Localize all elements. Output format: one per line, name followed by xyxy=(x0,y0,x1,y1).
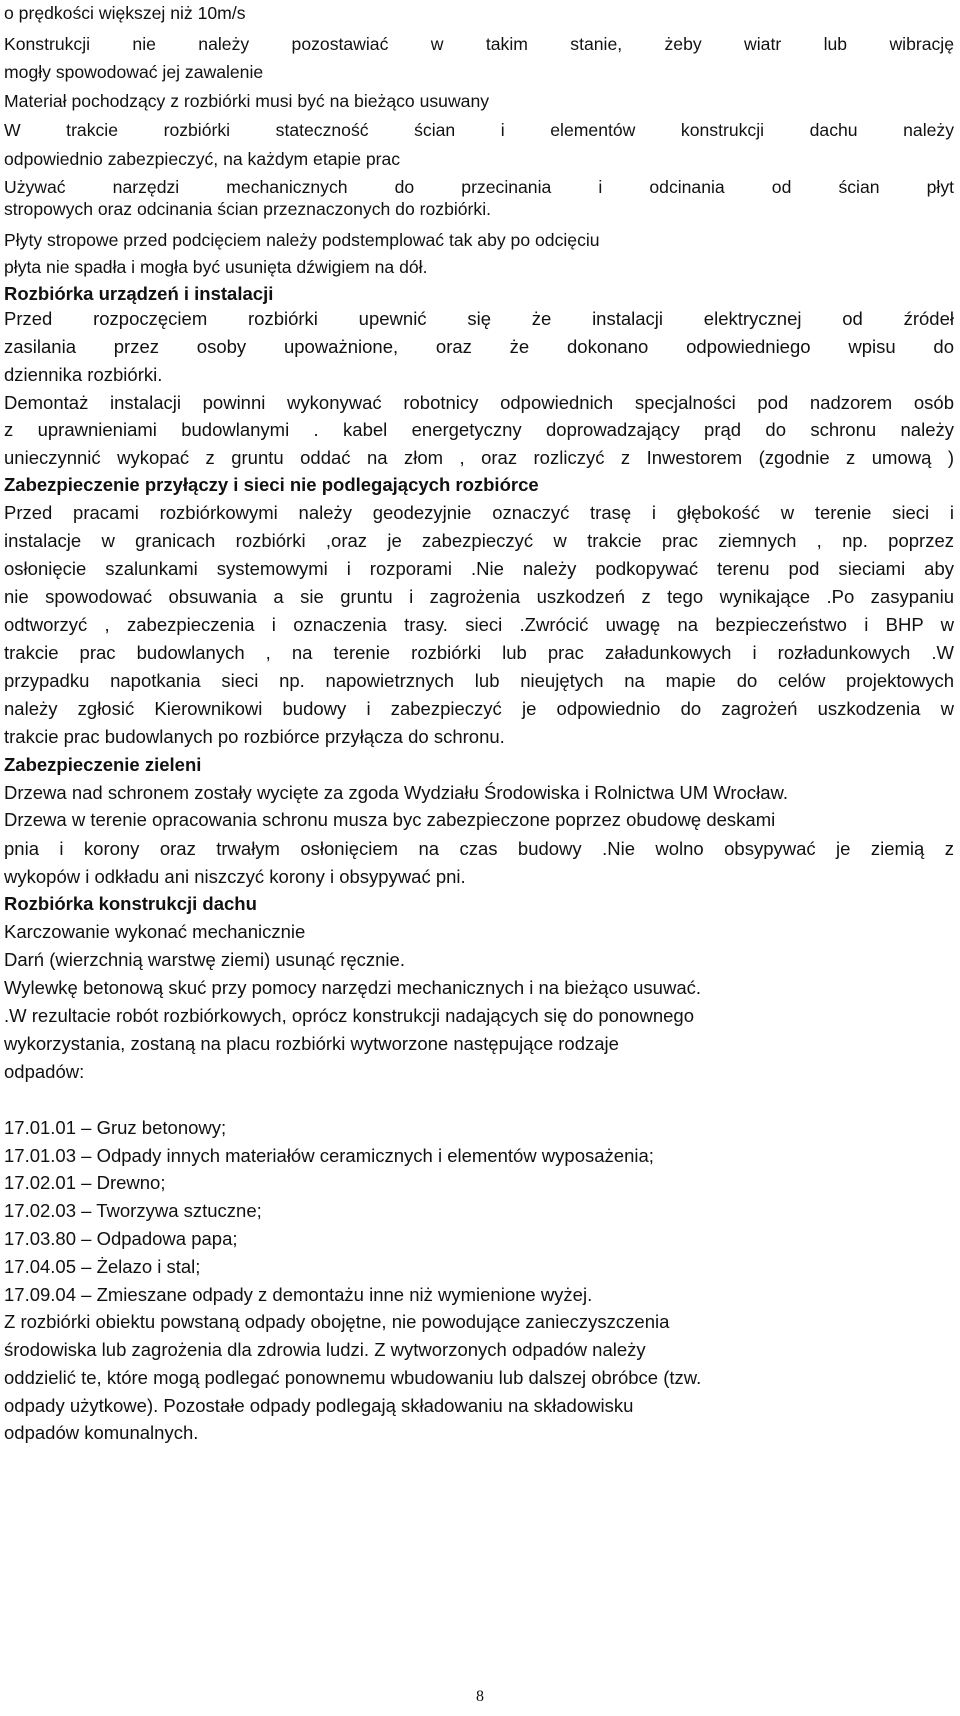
text-line: wykopów i odkładu ani niszczyć korony i obsypywać pni. xyxy=(4,866,466,887)
text-line: mogły spowodować jej zawalenie xyxy=(4,62,264,82)
text-line: przypadku napotkania sieci np. napowietrznych lub nieujętych na mapie do celów projektowych xyxy=(4,670,954,691)
text-line: należy zgłosić Kierownikowi budowy i zabezpieczyć je odpowiednio do zagrożeń uszkodzenia w xyxy=(4,698,954,719)
text-line: Z rozbiórki obiektu powstaną odpady obojętne, nie powodujące zanieczyszczenia xyxy=(4,1311,670,1332)
text-line: odpowiednio zabezpieczyć, na każdym etapie prac xyxy=(4,149,401,169)
text-line: odpadów: xyxy=(4,1061,85,1082)
text-line: nie spowodować obsuwania a sie gruntu i zagrożenia uszkodzeń z tego wynikające .Po zasypaniu xyxy=(4,586,954,607)
text-line: z uprawnieniami budowlanymi . kabel energetyczny doprowadzający prąd do schronu należy xyxy=(4,419,954,440)
text-line: Darń (wierzchnią warstwę ziemi) usunąć ręcznie. xyxy=(4,949,405,970)
text-line: pnia i korony oraz trwałym osłonięciem na czas budowy .Nie wolno obsypywać je ziemią z xyxy=(4,838,954,859)
text-line: 17.02.01 – Drewno; xyxy=(4,1172,166,1193)
text-line: W trakcie rozbiórki stateczność ścian i elementów konstrukcji dachu należy xyxy=(4,120,954,140)
text-line: Drzewa nad schronem zostały wycięte za zgoda Wydziału Środowiska i Rolnictwa UM Wrocław. xyxy=(4,782,788,803)
text-line: Wylewkę betonową skuć przy pomocy narzędzi mechanicznych i na bieżąco usuwać. xyxy=(4,977,701,998)
section-heading: Rozbiórka urządzeń i instalacji xyxy=(4,283,274,304)
text-line: Materiał pochodzący z rozbiórki musi być na bieżąco usuwany xyxy=(4,91,490,111)
text-line: dziennika rozbiórki. xyxy=(4,364,163,385)
text-line: 17.09.04 – Zmieszane odpady z demontażu inne niż wymienione wyżej. xyxy=(4,1284,593,1305)
text-line: wykorzystania, zostaną na placu rozbiórki wytworzone następujące rodzaje xyxy=(4,1033,619,1054)
text-line: Przed pracami rozbiórkowymi należy geodezyjnie oznaczyć trasę i głębokość w terenie sieci i xyxy=(4,502,954,523)
text-line: o prędkości większej niż 10m/s xyxy=(4,3,246,23)
text-line: unieczynnić wykopać z gruntu oddać na złom , oraz rozliczyć z Inwestorem (zgodnie z umową ) xyxy=(4,447,954,468)
text-line: 17.04.05 – Żelazo i stal; xyxy=(4,1256,201,1277)
text-line: odpadów komunalnych. xyxy=(4,1422,199,1443)
text-line: odtworzyć , zabezpieczenia i oznaczenia trasy. sieci .Zwrócić uwagę na bezpieczeństwo i BHP w xyxy=(4,614,954,635)
text-line: Przed rozpoczęciem rozbiórki upewnić się że instalacji elektrycznej od źródeł xyxy=(4,308,954,329)
page-number: 8 xyxy=(476,1688,484,1705)
text-line: Drzewa w terenie opracowania schronu musza byc zabezpieczone poprzez obudowę deskami xyxy=(4,809,776,830)
text-line: Płyty stropowe przed podcięciem należy podstemplować tak aby po odcięciu xyxy=(4,230,600,250)
section-heading: Zabezpieczenie zieleni xyxy=(4,754,202,775)
text-line: 17.02.03 – Tworzywa sztuczne; xyxy=(4,1200,262,1221)
text-line: 17.01.03 – Odpady innych materiałów ceramicznych i elementów wyposażenia; xyxy=(4,1145,654,1166)
text-line: 17.01.01 – Gruz betonowy; xyxy=(4,1117,227,1138)
section-heading: Zabezpieczenie przyłączy i sieci nie podlegających rozbiórce xyxy=(4,474,539,495)
text-line: osłonięcie szalunkami systemowymi i rozporami .Nie należy podkopywać terenu pod sieciami aby xyxy=(4,558,954,579)
text-line: stropowych oraz odcinania ścian przeznaczonych do rozbiórki. xyxy=(4,199,492,219)
text-line: oddzielić te, które mogą podlegać ponownemu wbudowaniu lub dalszej obróbce (tzw. xyxy=(4,1367,702,1388)
text-line: trakcie prac budowlanych , na terenie rozbiórki lub prac załadunkowych i rozładunkowych .W xyxy=(4,642,954,663)
text-line: Demontaż instalacji powinni wykonywać robotnicy odpowiednich specjalności pod nadzorem osób xyxy=(4,392,954,413)
text-line: odpady użytkowe). Pozostałe odpady podlegają składowaniu na składowisku xyxy=(4,1395,634,1416)
text-line: Karczowanie wykonać mechanicznie xyxy=(4,921,306,942)
section-heading: Rozbiórka konstrukcji dachu xyxy=(4,893,257,914)
text-line: .W rezultacie robót rozbiórkowych, oprócz konstrukcji nadających się do ponownego xyxy=(4,1005,694,1026)
text-line: trakcie prac budowlanych po rozbiórce przyłącza do schronu. xyxy=(4,726,505,747)
text-line: Konstrukcji nie należy pozostawiać w takim stanie, żeby wiatr lub wibrację xyxy=(4,34,954,54)
text-line: zasilania przez osoby upoważnione, oraz że dokonano odpowiedniego wpisu do xyxy=(4,336,954,357)
text-line: płyta nie spadła i mogła być usunięta dźwigiem na dół. xyxy=(4,257,428,277)
text-line: środowiska lub zagrożenia dla zdrowia ludzi. Z wytworzonych odpadów należy xyxy=(4,1339,646,1360)
text-line: 17.03.80 – Odpadowa papa; xyxy=(4,1228,238,1249)
text-line: instalacje w granicach rozbiórki ,oraz je zabezpieczyć w trakcie prac ziemnych , np. poprzez xyxy=(4,530,954,551)
text-line: Używać narzędzi mechanicznych do przecinania i odcinania od ścian płyt xyxy=(4,177,954,197)
